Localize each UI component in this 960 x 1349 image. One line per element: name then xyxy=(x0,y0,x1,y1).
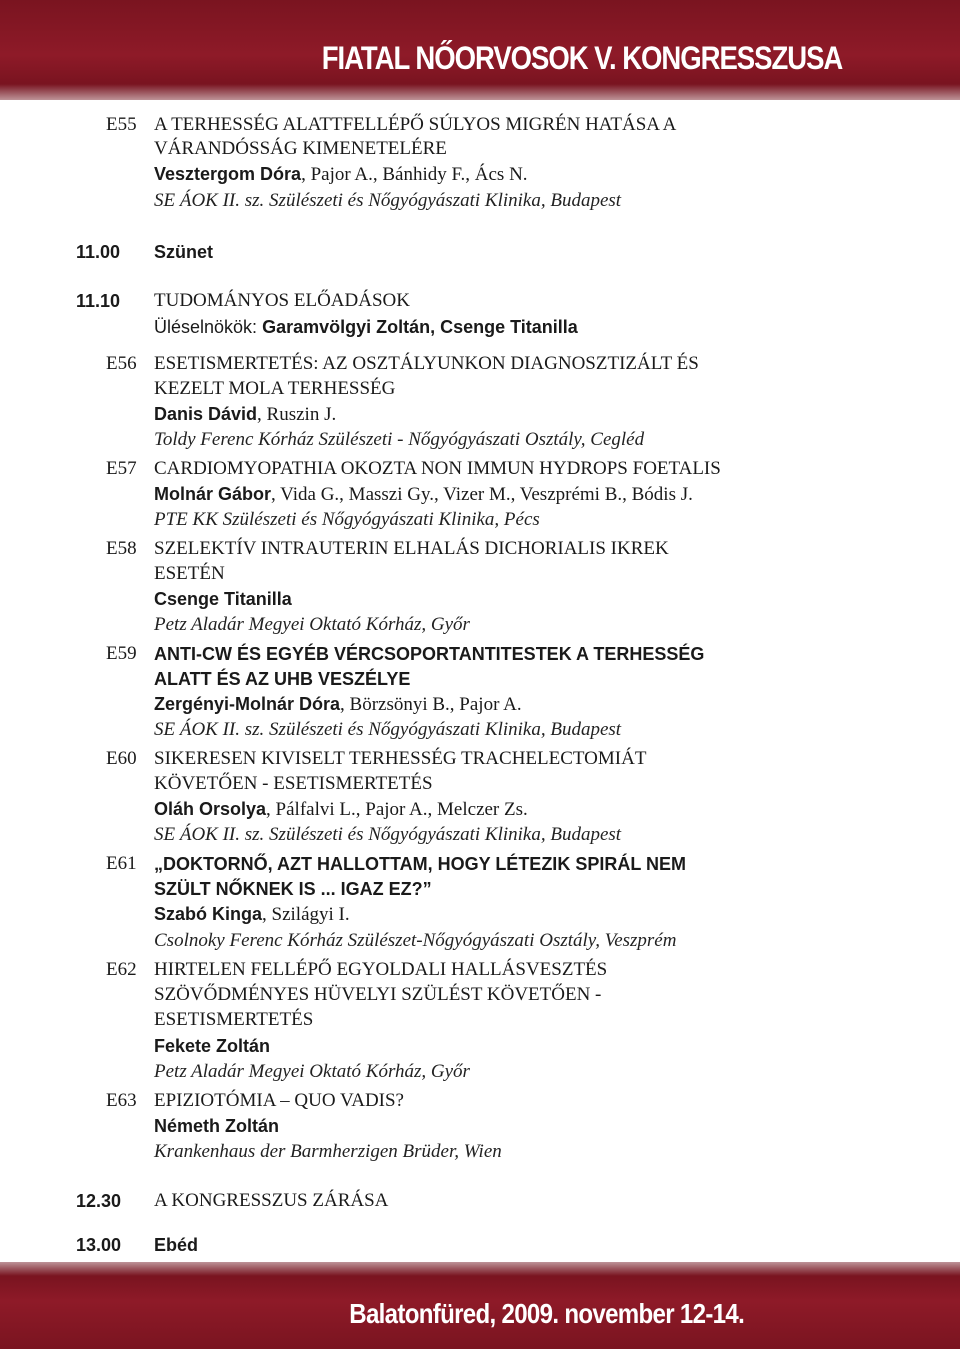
page-header-title: FIATAL NŐORVOSOK V. KONGRESSZUSA xyxy=(321,40,842,76)
abstract-code: E61 xyxy=(106,853,137,874)
abstract-code: E56 xyxy=(106,353,137,374)
presenter-name: Szabó Kinga xyxy=(154,904,263,924)
abstract-title: SZELEKTÍV INTRAUTERIN ELHALÁS DICHORIALIS IKREK xyxy=(154,538,669,559)
abstract-title: „DOKTORNŐ, AZT HALLOTTAM, HOGY LÉTEZIK SPIRÁL NEM xyxy=(154,854,686,874)
coauthors: , Pajor A., Bánhidy F., Ács N. xyxy=(301,164,528,185)
session-chairs xyxy=(154,315,578,339)
schedule-time: 11.10 xyxy=(76,291,121,311)
schedule-time: 13.00 xyxy=(76,1235,122,1255)
abstract-authors xyxy=(154,1114,279,1139)
abstract-code: E59 xyxy=(106,643,137,664)
abstract-authors xyxy=(154,162,528,187)
coauthors: , Ruszin J. xyxy=(257,404,337,425)
abstract-authors xyxy=(154,587,292,612)
abstract-authors xyxy=(154,902,350,927)
abstract-institution: PTE KK Szülészeti és Nőgyógyászati Klinika, Pécs xyxy=(154,509,540,530)
abstract-title: SZÜLT NŐKNEK IS ... IGAZ EZ?” xyxy=(154,879,432,899)
abstract-title: ESETISMERTETÉS xyxy=(154,1009,314,1030)
abstract-title: ESETISMERTETÉS: AZ OSZTÁLYUNKON DIAGNOSZTIZÁLT ÉS xyxy=(154,353,699,374)
abstract-title: EPIZIOTÓMIA – QUO VADIS? xyxy=(154,1090,404,1111)
abstract-title: SZÖVŐDMÉNYES HÜVELYI SZÜLÉST KÖVETŐEN - xyxy=(154,984,602,1005)
coauthors: , Pálfalvi L., Pajor A., Melczer Zs. xyxy=(266,799,528,820)
abstract-title: ALATT ÉS AZ UHB VESZÉLYE xyxy=(154,669,411,689)
abstract-title: SIKERESEN KIVISELT TERHESSÉG TRACHELECTOMIÁT xyxy=(154,748,647,769)
coauthors: , Vida G., Masszi Gy., Vizer M., Veszprémi B., Bódis J. xyxy=(271,484,693,505)
abstract-code: E58 xyxy=(106,538,137,559)
abstract-authors xyxy=(154,797,528,822)
abstract-authors xyxy=(154,482,693,507)
presenter-name: Danis Dávid xyxy=(154,404,258,424)
abstract-title: VÁRANDÓSSÁG KIMENETELÉRE xyxy=(154,138,447,159)
schedule-item: Szünet xyxy=(154,242,214,262)
schedule-item: A KONGRESSZUS ZÁRÁSA xyxy=(154,1190,389,1211)
coauthors: , Szilágyi I. xyxy=(262,904,350,925)
presenter-name: Vesztergom Dóra xyxy=(154,164,302,184)
abstract-code: E57 xyxy=(106,458,137,479)
abstract-title: KEZELT MOLA TERHESSÉG xyxy=(154,378,396,399)
schedule-time: 11.00 xyxy=(76,242,121,262)
abstract-authors xyxy=(154,402,336,427)
coauthors: , Börzsönyi B., Pajor A. xyxy=(340,694,522,715)
chairs-names: Garamvölgyi Zoltán, Csenge Titanilla xyxy=(262,317,578,337)
abstract-title: CARDIOMYOPATHIA OKOZTA NON IMMUN HYDROPS FOETALIS xyxy=(154,458,721,479)
abstract-institution: SE ÁOK II. sz. Szülészeti és Nőgyógyászati Klinika, Budapest xyxy=(154,824,622,845)
abstract-code: E62 xyxy=(106,959,137,980)
abstract-institution: Krankenhaus der Barmherzigen Brüder, Wien xyxy=(154,1141,502,1162)
schedule-time: 12.30 xyxy=(76,1191,122,1211)
abstract-title: ANTI-CW ÉS EGYÉB VÉRCSOPORTANTITESTEK A TERHESSÉG xyxy=(154,644,705,664)
abstract-title: HIRTELEN FELLÉPŐ EGYOLDALI HALLÁSVESZTÉS xyxy=(154,959,608,980)
presenter-name: Fekete Zoltán xyxy=(154,1036,271,1056)
abstract-institution: Csolnoky Ferenc Kórház Szülészet-Nőgyógyászati Osztály, Veszprém xyxy=(154,930,677,951)
abstract-code: E60 xyxy=(106,748,137,769)
chairs-label: Üléselnökök: xyxy=(154,317,263,337)
abstract-authors xyxy=(154,1034,270,1059)
abstract-institution: SE ÁOK II. sz. Szülészeti és Nőgyógyászati Klinika, Budapest xyxy=(154,719,622,740)
presenter-name: Zergényi-Molnár Dóra xyxy=(154,694,341,714)
presenter-name: Molnár Gábor xyxy=(154,484,272,504)
schedule-item: Ebéd xyxy=(154,1235,199,1255)
abstract-authors xyxy=(154,692,522,717)
abstract-code: E55 xyxy=(106,114,137,135)
abstract-institution: Toldy Ferenc Kórház Szülészeti - Nőgyógyászati Osztály, Cegléd xyxy=(154,429,645,450)
abstract-code: E63 xyxy=(106,1090,137,1111)
abstract-institution: Petz Aladár Megyei Oktató Kórház, Győr xyxy=(154,1061,470,1082)
abstract-title: KÖVETŐEN - ESETISMERTETÉS xyxy=(154,773,433,794)
page-footer-text: Balatonfüred, 2009. november 12-14. xyxy=(349,1298,744,1329)
abstract-institution: Petz Aladár Megyei Oktató Kórház, Győr xyxy=(154,614,470,635)
abstract-title: ESETÉN xyxy=(154,563,225,584)
session-title: TUDOMÁNYOS ELŐADÁSOK xyxy=(154,290,410,311)
presenter-name: Németh Zoltán xyxy=(154,1116,280,1136)
presenter-name: Oláh Orsolya xyxy=(154,799,267,819)
abstract-title: A TERHESSÉG ALATTFELLÉPŐ SÚLYOS MIGRÉN HATÁSA A xyxy=(154,114,677,135)
abstract-institution: SE ÁOK II. sz. Szülészeti és Nőgyógyászati Klinika, Budapest xyxy=(154,190,622,211)
presenter-name: Csenge Titanilla xyxy=(154,589,292,609)
